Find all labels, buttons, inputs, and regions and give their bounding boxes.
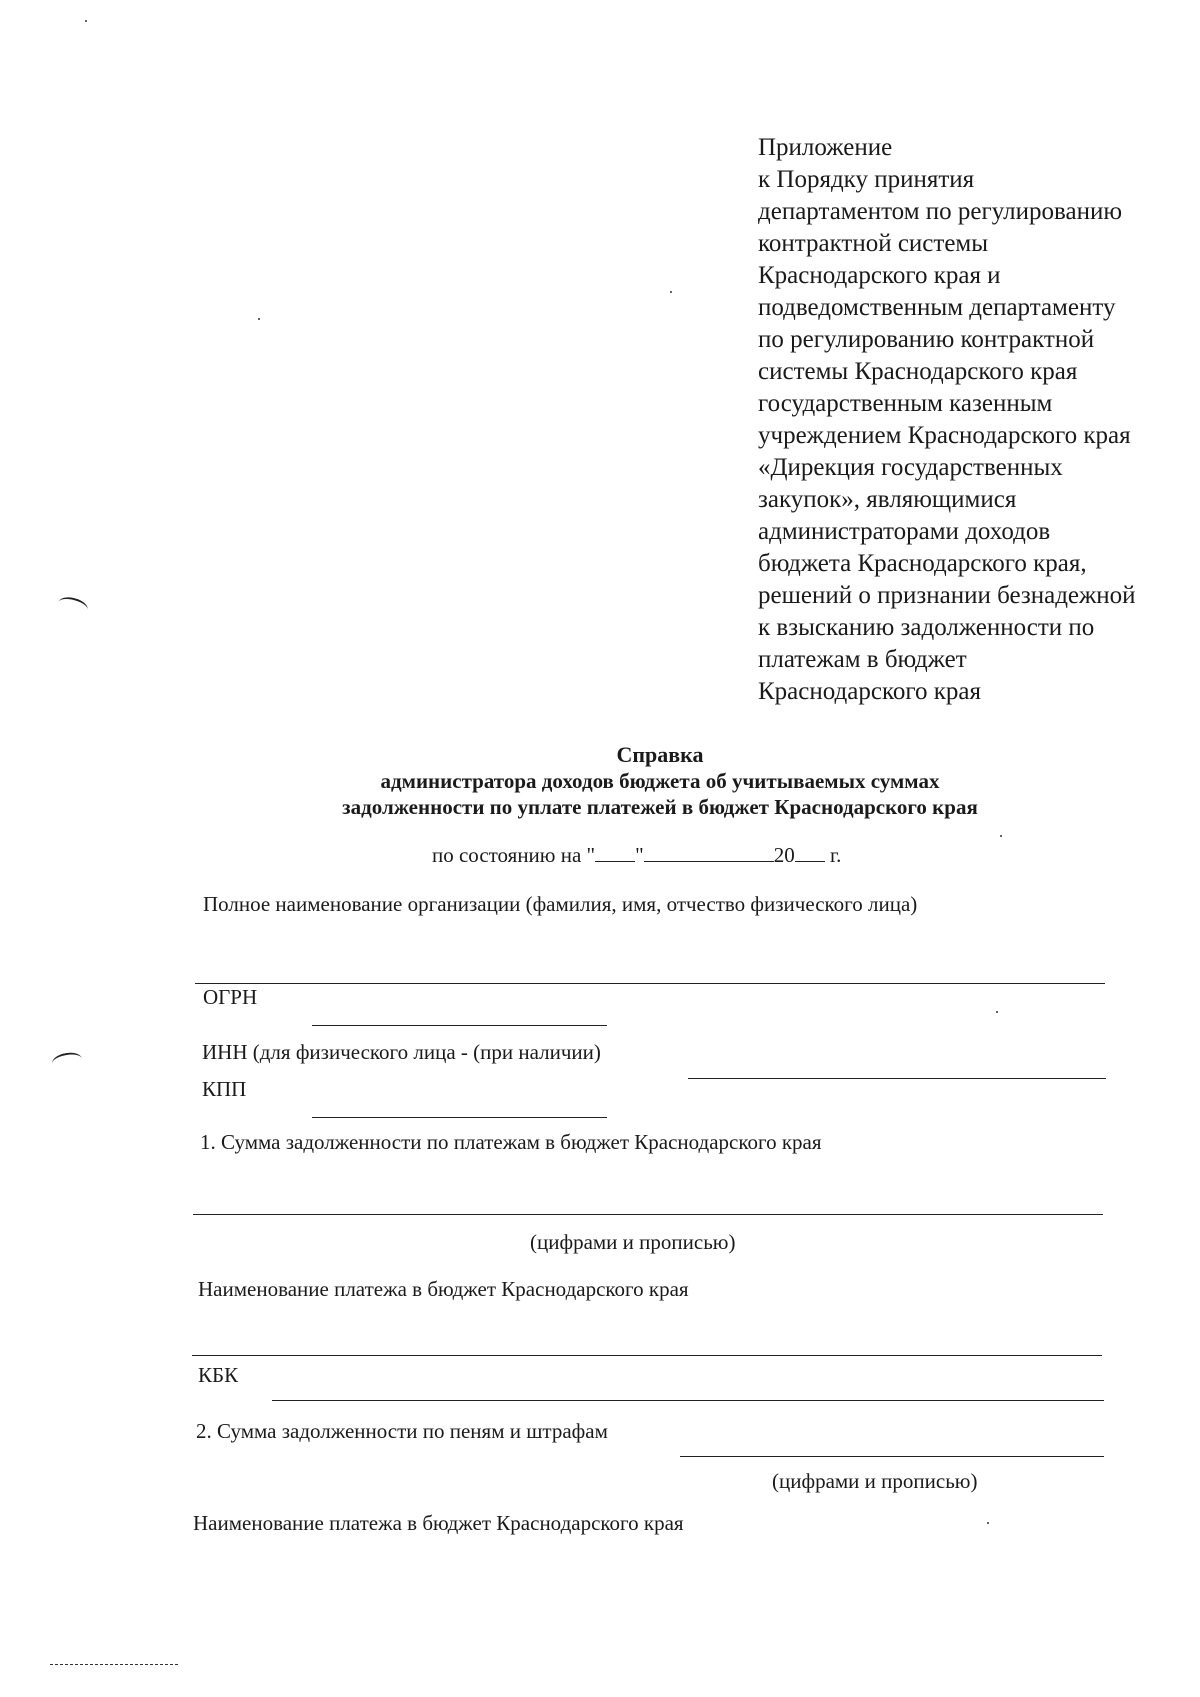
date-year-prefix: 20 (773, 843, 795, 867)
item2-amount-field[interactable] (680, 1456, 1104, 1457)
item2-hint: (цифрами и прописью) (772, 1469, 978, 1493)
payment-name-label-2: Наименование платежа в бюджет Краснодарского края (193, 1511, 684, 1535)
appendix-line: к взысканию задолженности по (758, 614, 1095, 641)
ogrn-label: ОГРН (203, 985, 258, 1009)
item1-hint: (цифрами и прописью) (530, 1230, 736, 1254)
item2-label: 2. Сумма задолженности по пеням и штрафам (196, 1419, 608, 1443)
document-title: Справка (616, 742, 704, 767)
appendix-line: Приложение (758, 134, 893, 161)
appendix-block (758, 132, 1178, 708)
kbk-field[interactable] (272, 1400, 1104, 1401)
inn-label: ИНН (для физического лица - (при наличии) (202, 1040, 601, 1064)
appendix-line: подведомственным департаменту (758, 294, 1116, 321)
scan-speck (1000, 835, 1002, 837)
scan-speck (670, 291, 672, 293)
item1-amount-field[interactable] (193, 1214, 1103, 1215)
ogrn-field[interactable] (312, 1025, 607, 1026)
appendix-line: государственным казенным (758, 390, 1053, 417)
appendix-line: департаментом по регулированию (758, 198, 1123, 225)
inn-field[interactable] (688, 1078, 1106, 1079)
appendix-line: закупок», являющимися (758, 486, 1017, 513)
scan-speck (987, 1522, 989, 1524)
kpp-label: КПП (202, 1077, 247, 1101)
scan-speck (85, 20, 87, 22)
date-prefix: по состоянию на " (432, 843, 596, 867)
appendix-line: Краснодарского края и (758, 262, 1001, 289)
date-month-blank[interactable] (644, 843, 774, 862)
org-name-field[interactable] (195, 983, 1105, 984)
appendix-line: по регулированию контрактной (758, 326, 1095, 353)
item1-label: 1. Сумма задолженности по платежам в бюджет Краснодарского края (200, 1130, 822, 1154)
payment-name-label-1: Наименование платежа в бюджет Краснодарского края (198, 1277, 689, 1301)
appendix-line: учреждением Краснодарского края (758, 422, 1131, 449)
appendix-line: Краснодарского края (758, 678, 981, 705)
appendix-line: «Дирекция государственных (758, 454, 1063, 481)
kbk-label: КБК (198, 1363, 239, 1387)
document-subtitle-line-1: администратора доходов бюджета об учитываемых суммах (380, 769, 940, 793)
scan-mark (56, 594, 89, 617)
date-quote: " (635, 843, 644, 867)
scan-speck (996, 1011, 998, 1013)
date-line (432, 843, 841, 868)
date-suffix: г. (829, 843, 842, 867)
org-name-label: Полное наименование организации (фамилия, имя, отчество физического лица) (203, 892, 918, 916)
document-subtitle-line-2: задолженности по уплате платежей в бюджет Краснодарского края (342, 795, 978, 819)
appendix-line: администраторами доходов (758, 518, 1051, 545)
payment-name-field-1[interactable] (192, 1355, 1102, 1356)
scan-mark (50, 1664, 178, 1665)
kpp-field[interactable] (312, 1117, 607, 1118)
appendix-line: решений о признании безнадежной (758, 582, 1136, 609)
scan-speck (258, 318, 260, 320)
appendix-line: платежам в бюджет (758, 646, 967, 673)
appendix-line: системы Краснодарского края (758, 358, 1078, 385)
appendix-line: к Порядку принятия (758, 166, 975, 193)
date-day-blank[interactable] (595, 843, 635, 862)
date-year-blank[interactable] (795, 843, 825, 862)
scan-mark (51, 1051, 83, 1072)
appendix-line: бюджета Краснодарского края, (758, 550, 1087, 577)
appendix-line: контрактной системы (758, 230, 989, 257)
